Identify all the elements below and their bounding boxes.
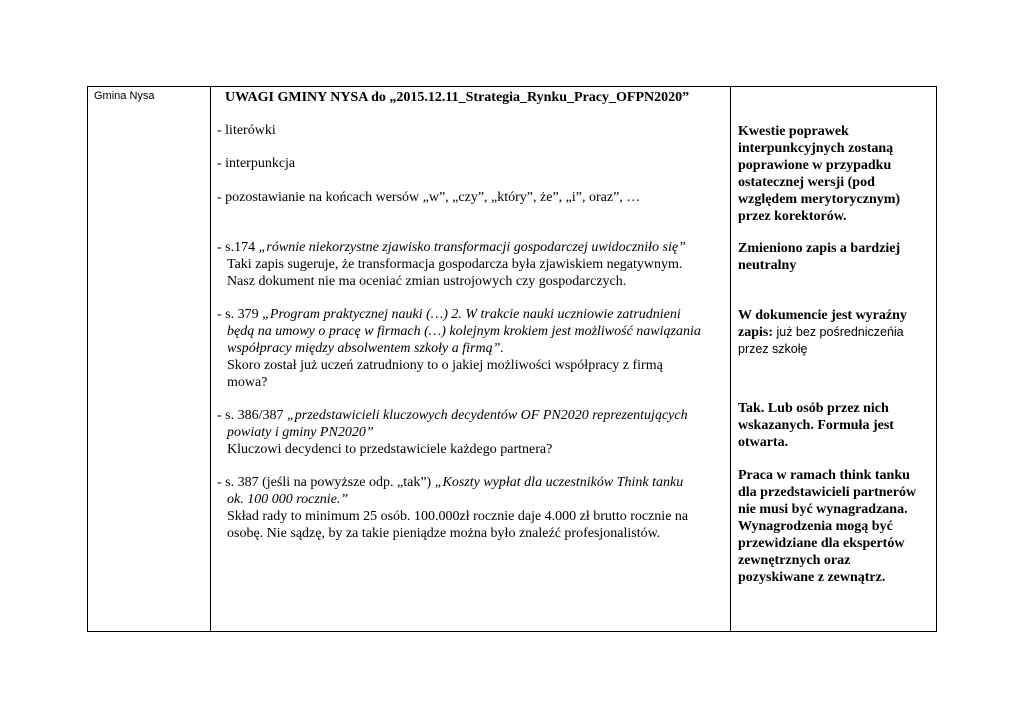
responses-column — [731, 87, 936, 631]
response-line: W dokumencie jest wyraźny — [738, 308, 907, 323]
response-line: pozyskiwane z zewnątrz. — [738, 570, 886, 585]
response-line — [738, 324, 907, 341]
response-line: Wynagrodzenia mogą być — [738, 519, 893, 534]
remark-s387-quote-2: ok. 100 000 rocznie.” — [227, 492, 349, 507]
remark-line-endings: - pozostawianie na końcach wersów „w”, „czy”, „który”, że”, „i”, oraz”, … — [217, 190, 641, 205]
remark-s379-prefix: - s. 379 — [217, 307, 263, 322]
response-punctuation — [738, 123, 900, 225]
response-s174 — [738, 240, 900, 274]
remark-s387-comment-1: Skład rady to minimum 25 osób. 100.000zł rocznie daje 4.000 zł brutto rocznie na — [227, 509, 689, 524]
remark-s174 — [217, 239, 686, 256]
response-line: względem merytorycznym) — [738, 192, 901, 207]
remark-s379-quote-3: współpracy między absolwentem szkoły a firmą”. — [227, 341, 504, 356]
remark-s379-comment-2: mowa? — [227, 375, 268, 390]
response-sans: już bez pośredniczeńia — [773, 325, 904, 339]
response-s379 — [738, 307, 907, 358]
remark-s386 — [217, 407, 688, 424]
remarks-table — [87, 86, 937, 632]
response-line: przewidziane dla ekspertów — [738, 536, 905, 551]
remark-s379-comment-1: Skoro został już uczeń zatrudniony to o jakiej możliwości współpracy z firmą — [227, 358, 663, 373]
response-line: interpunkcyjnych zostaną — [738, 141, 894, 156]
remark-s386-quote-1: „przedstawicieli kluczowych decydentów OF PN2020 reprezentujących — [287, 408, 688, 423]
remark-s387-prefix: - s. 387 (jeśli na powyższe odp. „tak”) — [217, 475, 435, 490]
response-s386 — [738, 400, 894, 451]
entity-name: Gmina Nysa — [94, 90, 155, 102]
response-line: Zmieniono zapis a bardziej — [738, 241, 901, 256]
remarks-column — [211, 87, 731, 631]
response-line: ostatecznej wersji (pod — [738, 175, 875, 190]
response-line: Tak. Lub osób przez nich — [738, 401, 889, 416]
response-s387 — [738, 467, 916, 586]
response-line: zewnętrznych oraz — [738, 553, 851, 568]
response-line: przez korektorów. — [738, 209, 847, 224]
response-line: nie musi być wynagradzana. — [738, 502, 908, 517]
remark-s386-prefix: - s. 386/387 — [217, 408, 287, 423]
remark-s386-comment: Kluczowi decydenci to przedstawiciele każdego partnera? — [227, 442, 553, 457]
response-line: poprawione w przypadku — [738, 158, 892, 173]
remark-s174-comment-2: Nasz dokument nie ma oceniać zmian ustrojowych czy gospodarczych. — [227, 274, 627, 289]
response-line: neutralny — [738, 258, 797, 273]
remark-s387 — [217, 474, 683, 491]
response-line: otwarta. — [738, 435, 789, 450]
response-line: dla przedstawicieli partnerów — [738, 485, 917, 500]
remark-s387-quote-1: „Koszty wypłat dla uczestników Think tanku — [434, 475, 684, 490]
response-line: Kwestie poprawek — [738, 124, 849, 139]
document-title: UWAGI GMINY NYSA do „2015.12.11_Strategia_Rynku_Pracy_OFPN2020” — [225, 90, 690, 105]
remark-s379-quote-1: „Program praktycznej nauki (…) 2. W trakcie nauki uczniowie zatrudnieni — [262, 307, 681, 322]
remark-s174-comment-1: Taki zapis sugeruje, że transformacja gospodarcza była zjawiskiem negatywnym. — [227, 257, 683, 272]
remark-s386-quote-2: powiaty i gminy PN2020” — [227, 425, 374, 440]
entity-column — [88, 87, 211, 631]
response-bold: zapis: — [738, 325, 773, 340]
remark-s174-quote: „równie niekorzystne zjawisko transformacji gospodarczej uwidoczniło się” — [258, 240, 686, 255]
response-line: Praca w ramach think tanku — [738, 468, 910, 483]
remark-s379-quote-2: będą na umowy o pracę w firmach (…) kolejnym krokiem jest możliwość nawiązania — [227, 324, 701, 339]
remark-punctuation: - interpunkcja — [217, 156, 296, 171]
remark-s387-comment-2: osobę. Nie sądzę, by za takie pieniądze można było znaleźć profesjonalistów. — [227, 526, 661, 541]
response-line: wskazanych. Formuła jest — [738, 418, 894, 433]
remark-s174-prefix: - s.174 — [217, 240, 259, 255]
remark-s379 — [217, 306, 681, 323]
remark-typos: - literówki — [217, 123, 276, 138]
response-line: przez szkołę — [738, 342, 808, 356]
